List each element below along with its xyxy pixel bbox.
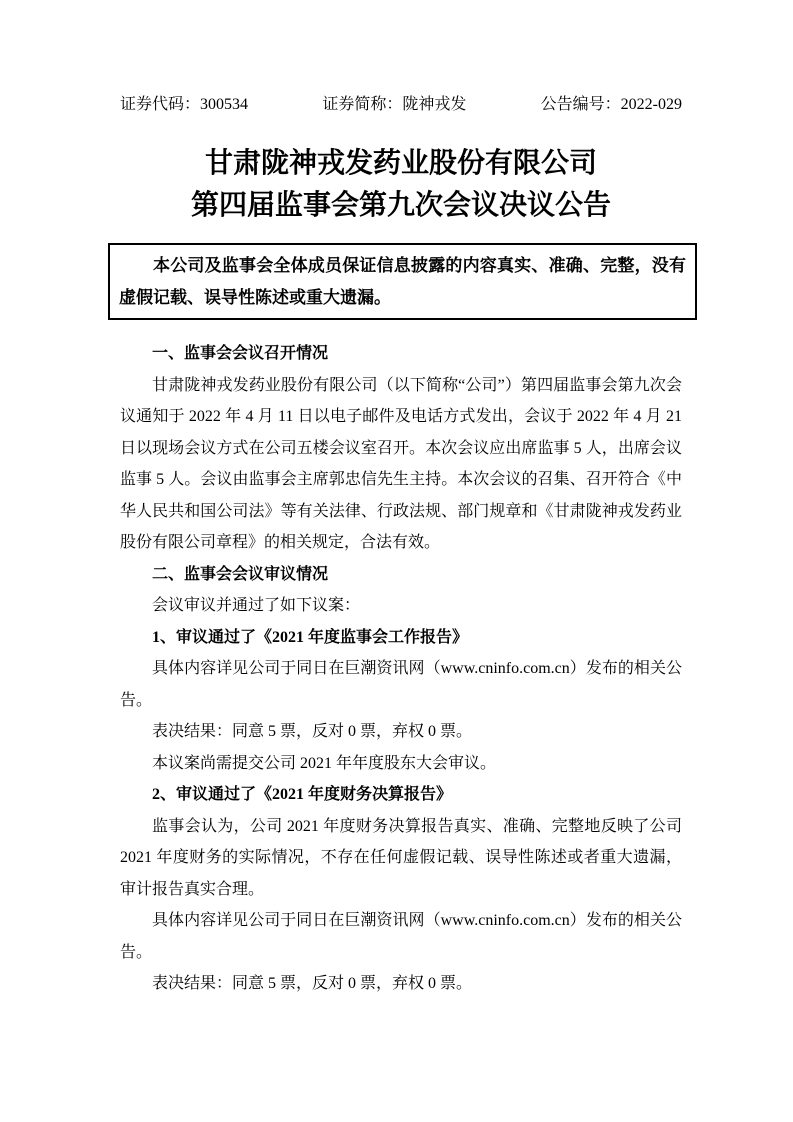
disclaimer-text: 本公司及监事会全体成员保证信息披露的内容真实、准确、完整，没有虚假记载、误导性陈述或重大遗漏。 — [119, 256, 686, 307]
document-header — [120, 89, 682, 120]
document-title — [120, 143, 682, 227]
item-heading-2: 2、审议通过了《2021 年度财务决算报告》 — [152, 786, 453, 803]
announcement-number: 公告编号：2022-029 — [540, 96, 682, 113]
section-heading-convening: 一、监事会会议召开情况 — [152, 345, 329, 362]
disclaimer-box — [108, 243, 697, 320]
paragraph-item2-opinion: 监事会认为，公司 2021 年度财务决算报告真实、准确、完整地反映了公司 2021 年度财务的实际情况，不存在任何虚假记载、误导性陈述或者重大遗漏，审计报告真实合理。 — [120, 817, 682, 898]
paragraph-item2-vote-result: 表决结果：同意 5 票，反对 0 票，弃权 0 票。 — [152, 975, 473, 992]
paragraph-review-intro: 会议审议并通过了如下议案： — [152, 597, 361, 614]
paragraph-convening-details: 甘肃陇神戎发药业股份有限公司（以下简称“公司”）第四届监事会第九次会议通知于 2022 年 4 月 11 日以电子邮件及电话方式发出，会议于 2022 年 4 月 21 日以现场会议方式在公司五楼会议室召开。本次会议应出席监事 5 人，出席会议监事 5 人。会议由监事会主席郭忠信先生主持。本次会议的召集、召开符合《中华人民共和国公司法》等有关法律、行政法规、部门规章和《甘肃陇神戎发药业股份有限公司章程》的相关规定，合法有效。 — [120, 376, 682, 551]
section-heading-review: 二、监事会会议审议情况 — [152, 565, 329, 583]
paragraph-item1-submission: 本议案尚需提交公司 2021 年年度股东大会审议。 — [152, 754, 497, 772]
company-name-title: 甘肃陇神戎发药业股份有限公司 — [204, 148, 597, 179]
meeting-resolution-title: 第四届监事会第九次会议决议公告 — [190, 190, 611, 221]
paragraph-item2-details: 具体内容详见公司于同日在巨潮资讯网（www.cninfo.com.cn）发布的相关公告。 — [120, 912, 682, 961]
stock-code: 证券代码：300534 — [120, 96, 249, 113]
document-body — [120, 338, 682, 1000]
paragraph-item1-vote-result: 表决结果：同意 5 票，反对 0 票，弃权 0 票。 — [152, 723, 473, 740]
paragraph-item1-details: 具体内容详见公司于同日在巨潮资讯网（www.cninfo.com.cn）发布的相关公告。 — [120, 660, 682, 709]
item-heading-1: 1、审议通过了《2021 年度监事会工作报告》 — [152, 628, 469, 646]
stock-short-name: 证券简称：陇神戎发 — [322, 96, 467, 113]
